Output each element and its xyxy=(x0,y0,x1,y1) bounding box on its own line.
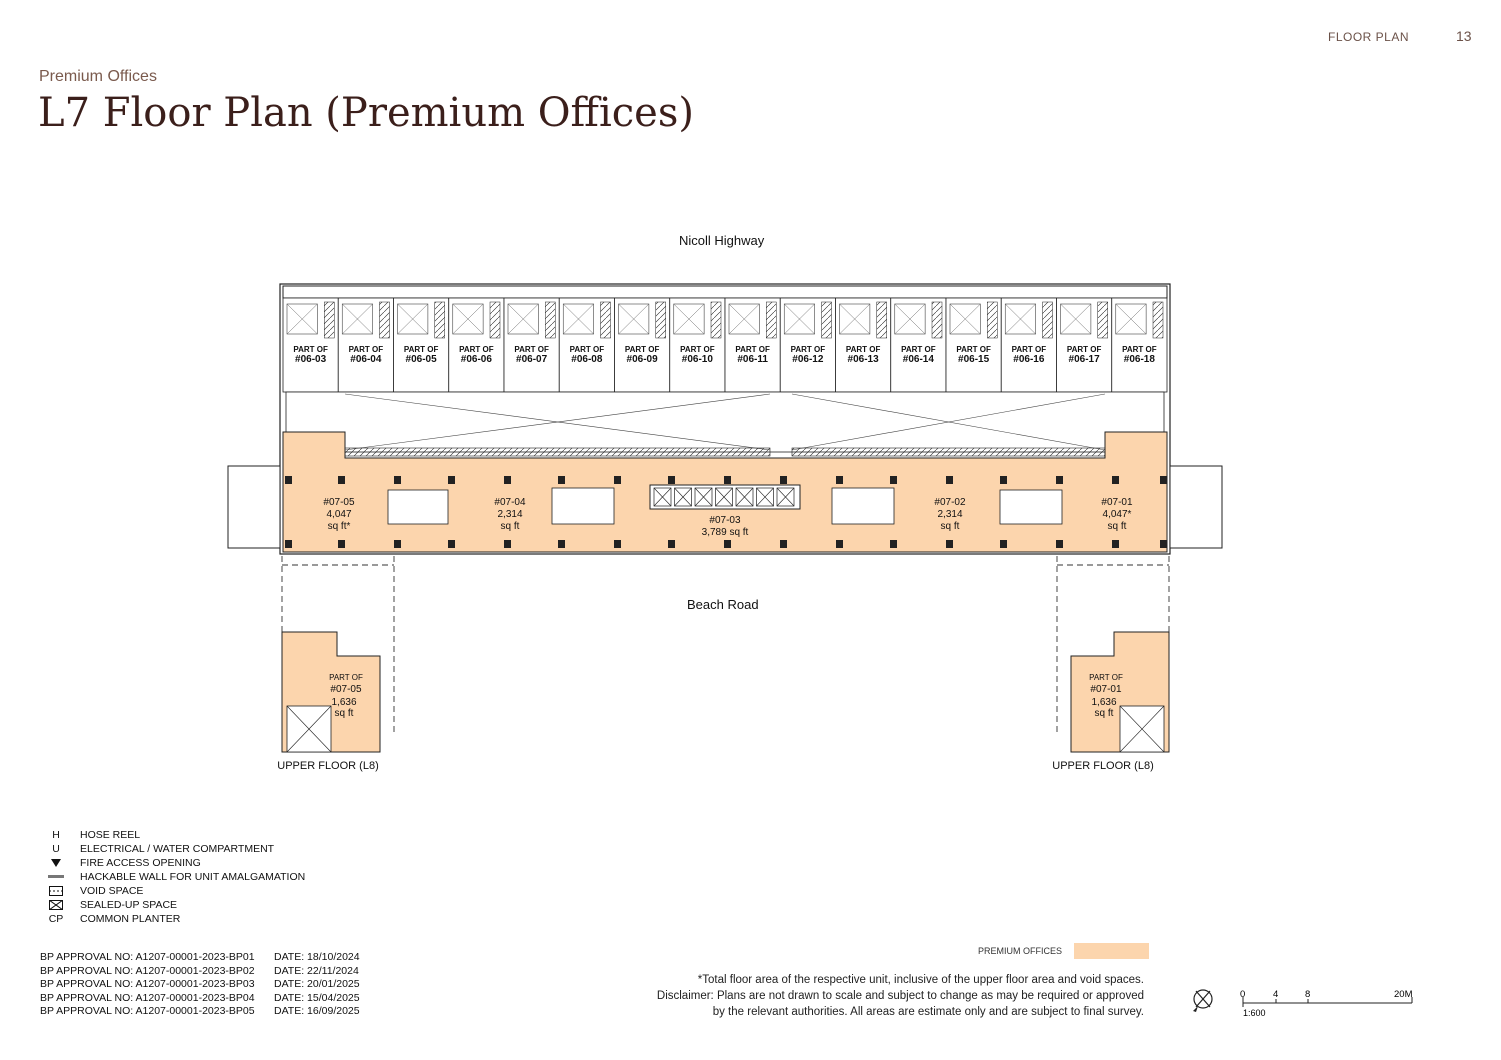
scale-tick: 0 xyxy=(1240,989,1246,1000)
column xyxy=(394,476,401,484)
upper-unit-part: PART OF xyxy=(624,345,660,354)
upper-floor-connectors xyxy=(282,556,1169,735)
legend-label: FIRE ACCESS OPENING xyxy=(80,857,201,869)
upper-unit-number: #06-17 xyxy=(1068,354,1100,365)
approval-number: BP APPROVAL NO: A1207-00001-2023-BP05 xyxy=(40,1005,255,1017)
office-unit-number: #07-02 xyxy=(934,497,966,508)
page-subtitle: Premium Offices xyxy=(39,68,157,85)
approval-date: DATE: 20/01/2025 xyxy=(274,978,360,990)
approval-date: DATE: 18/10/2024 xyxy=(274,951,360,963)
approval-number: BP APPROVAL NO: A1207-00001-2023-BP01 xyxy=(40,951,255,963)
office-unit-number: #07-01 xyxy=(1101,497,1133,508)
upper-floor-unit: #07-05 xyxy=(330,684,362,695)
upper-unit-part: PART OF xyxy=(1066,345,1102,354)
upper-unit-part: PART OF xyxy=(569,345,605,354)
upper-floor-area-unit: sq ft xyxy=(1094,708,1114,719)
column xyxy=(780,540,787,548)
north-arrow-icon xyxy=(1193,990,1212,1012)
core-east xyxy=(1000,490,1062,524)
column xyxy=(668,476,675,484)
column xyxy=(1000,540,1007,548)
upper-unit-part: PART OF xyxy=(348,345,384,354)
office-area: 2,314 xyxy=(937,509,963,520)
column xyxy=(614,476,621,484)
upper-unit-number: #06-09 xyxy=(626,354,658,365)
legend-item xyxy=(40,912,305,926)
approval-date: DATE: 16/09/2025 xyxy=(274,1005,360,1017)
column xyxy=(558,476,565,484)
office-area-unit: sq ft xyxy=(500,521,520,532)
column xyxy=(1056,540,1063,548)
corridor xyxy=(286,392,1164,452)
upper-unit-part: PART OF xyxy=(1011,345,1047,354)
column xyxy=(1056,476,1063,484)
approval-row xyxy=(40,951,360,965)
upper-unit-number: #06-11 xyxy=(737,354,768,365)
office-unit-number: #07-04 xyxy=(494,497,526,508)
column xyxy=(285,476,292,484)
road-label-south: Beach Road xyxy=(687,597,759,612)
approval-number: BP APPROVAL NO: A1207-00001-2023-BP03 xyxy=(40,978,255,990)
upper-unit-part: PART OF xyxy=(1122,345,1157,354)
page-title: L7 Floor Plan (Premium Offices) xyxy=(38,90,694,136)
upper-unit-number: #06-08 xyxy=(571,354,603,365)
column xyxy=(394,540,401,548)
east-wing xyxy=(1170,466,1222,548)
office-area: 3,789 sq ft xyxy=(701,527,749,538)
column xyxy=(1000,476,1007,484)
column xyxy=(668,540,675,548)
legend-item xyxy=(40,898,305,912)
road-label-north: Nicoll Highway xyxy=(679,233,765,248)
approval-date: DATE: 22/11/2024 xyxy=(274,964,359,977)
column xyxy=(1112,540,1119,548)
column xyxy=(504,476,511,484)
upper-unit-part: PART OF xyxy=(293,345,328,354)
upper-floor-area: 1,636 xyxy=(331,697,357,708)
approval-row xyxy=(40,965,360,979)
upper-floor-caption: UPPER FLOOR (L8) xyxy=(277,760,379,772)
column xyxy=(504,540,511,548)
legend-item xyxy=(40,870,305,884)
column xyxy=(890,476,897,484)
column xyxy=(1160,540,1167,548)
office-area: 4,047 xyxy=(326,509,352,520)
office-area: 4,047* xyxy=(1102,509,1132,520)
upper-unit-part: PART OF xyxy=(459,345,494,354)
upper-unit-number: #06-06 xyxy=(460,354,492,365)
legend-item xyxy=(40,884,305,898)
legend-symbol: H xyxy=(52,829,60,841)
office-area-unit: sq ft* xyxy=(327,521,351,532)
column xyxy=(448,540,455,548)
approval-date: DATE: 15/04/2025 xyxy=(274,991,360,1004)
upper-unit-number: #06-14 xyxy=(902,354,934,365)
legend-item xyxy=(40,856,305,870)
west-wing xyxy=(228,466,280,548)
core-west xyxy=(388,490,448,524)
core-east-centre xyxy=(832,488,894,524)
column xyxy=(780,476,787,484)
column xyxy=(285,540,292,548)
upper-unit-part: PART OF xyxy=(514,345,549,354)
office-area: 2,314 xyxy=(497,509,523,520)
column xyxy=(946,476,953,484)
upper-unit-number: #06-16 xyxy=(1013,354,1045,365)
sealed-up-spaces xyxy=(654,488,794,506)
approval-row xyxy=(40,978,360,992)
column xyxy=(1112,476,1119,484)
upper-unit-part: PART OF xyxy=(680,345,715,354)
upper-unit-part: PART OF xyxy=(845,345,881,354)
scale-bar xyxy=(1190,985,1430,1025)
section-label: FLOOR PLAN xyxy=(1328,30,1410,44)
key-label: PREMIUM OFFICES xyxy=(978,946,1063,956)
upper-unit-part: PART OF xyxy=(403,345,439,354)
legend-label: SEALED-UP SPACE xyxy=(80,899,178,911)
disclaimer-line-1: Disclaimer: Plans are not drawn to scale and subject to change as may be required or approved xyxy=(656,990,1144,1002)
column xyxy=(338,540,345,548)
office-unit-number: #07-03 xyxy=(709,515,741,526)
office-unit-number: #07-05 xyxy=(323,497,355,508)
core-west-centre xyxy=(552,488,614,524)
approval-row xyxy=(40,1005,360,1019)
legend-item xyxy=(40,842,305,856)
scale-tick: 20M xyxy=(1394,989,1413,1000)
legend-symbol: U xyxy=(52,843,60,855)
legend-label: VOID SPACE xyxy=(80,885,144,897)
upper-floor-area: 1,636 xyxy=(1091,697,1117,708)
column xyxy=(724,476,731,484)
legend-item xyxy=(40,828,305,842)
scale-ratio: 1:600 xyxy=(1243,1008,1266,1018)
upper-unit-part: PART OF xyxy=(735,345,770,354)
column xyxy=(338,476,345,484)
sealed-space-icon xyxy=(40,900,72,910)
upper-unit-number: #06-10 xyxy=(681,354,713,365)
upper-floor-unit: #07-01 xyxy=(1090,684,1122,695)
upper-floor-labels xyxy=(277,673,1153,772)
legend xyxy=(40,828,305,926)
upper-unit-number: #06-13 xyxy=(847,354,879,365)
column xyxy=(614,540,621,548)
column xyxy=(558,540,565,548)
upper-unit-number: #06-03 xyxy=(295,354,327,365)
disclaimer-line-2: by the relevant authorities. All areas are estimate only and are subject to final survey. xyxy=(712,1006,1144,1018)
total-area-note: *Total floor area of the respective unit, inclusive of the upper floor area and void spaces. xyxy=(697,974,1144,986)
column xyxy=(946,540,953,548)
legend-label: HACKABLE WALL FOR UNIT AMALGAMATION xyxy=(80,871,306,883)
scale-tick: 4 xyxy=(1273,989,1279,1000)
premium-swatch xyxy=(1074,943,1149,959)
legend-label: COMMON PLANTER xyxy=(80,913,181,925)
approval-list xyxy=(40,951,360,1019)
column xyxy=(724,540,731,548)
approval-number: BP APPROVAL NO: A1207-00001-2023-BP02 xyxy=(40,964,255,977)
legend-label: HOSE REEL xyxy=(80,829,141,841)
upper-unit-number: #06-04 xyxy=(350,354,382,365)
scale-tick: 8 xyxy=(1305,989,1311,1000)
triangle-down-icon xyxy=(40,859,72,867)
approval-row xyxy=(40,992,360,1006)
premium-offices-key xyxy=(978,943,1149,959)
office-area-unit: sq ft xyxy=(940,521,960,532)
column xyxy=(836,476,843,484)
upper-unit-part: PART OF xyxy=(901,345,936,354)
upper-unit-number: #06-15 xyxy=(958,354,990,365)
column xyxy=(836,540,843,548)
upper-unit-part: PART OF xyxy=(790,345,826,354)
upper-floor-caption: UPPER FLOOR (L8) xyxy=(1052,760,1154,772)
upper-unit-number: #06-07 xyxy=(516,354,548,365)
upper-unit-number: #06-05 xyxy=(405,354,437,365)
hackable-wall-icon xyxy=(40,875,72,879)
column xyxy=(448,476,455,484)
office-area-unit: sq ft xyxy=(1107,521,1127,532)
page-number: 13 xyxy=(1456,28,1472,44)
notes xyxy=(584,972,1144,1020)
legend-symbol: CP xyxy=(48,913,64,925)
upper-unit-part: PART OF xyxy=(956,345,991,354)
void-space-icon xyxy=(40,886,72,896)
column xyxy=(1160,476,1167,484)
legend-label: ELECTRICAL / WATER COMPARTMENT xyxy=(80,843,275,855)
approval-number: BP APPROVAL NO: A1207-00001-2023-BP04 xyxy=(40,991,255,1004)
upper-unit-number: #06-12 xyxy=(792,354,824,365)
upper-floor-part: PART OF xyxy=(1089,673,1123,682)
upper-floor-part: PART OF xyxy=(329,673,363,682)
upper-unit-number: #06-18 xyxy=(1123,354,1155,365)
column xyxy=(890,540,897,548)
balcony-strip xyxy=(283,286,1167,298)
upper-floor-area-unit: sq ft xyxy=(334,708,354,719)
